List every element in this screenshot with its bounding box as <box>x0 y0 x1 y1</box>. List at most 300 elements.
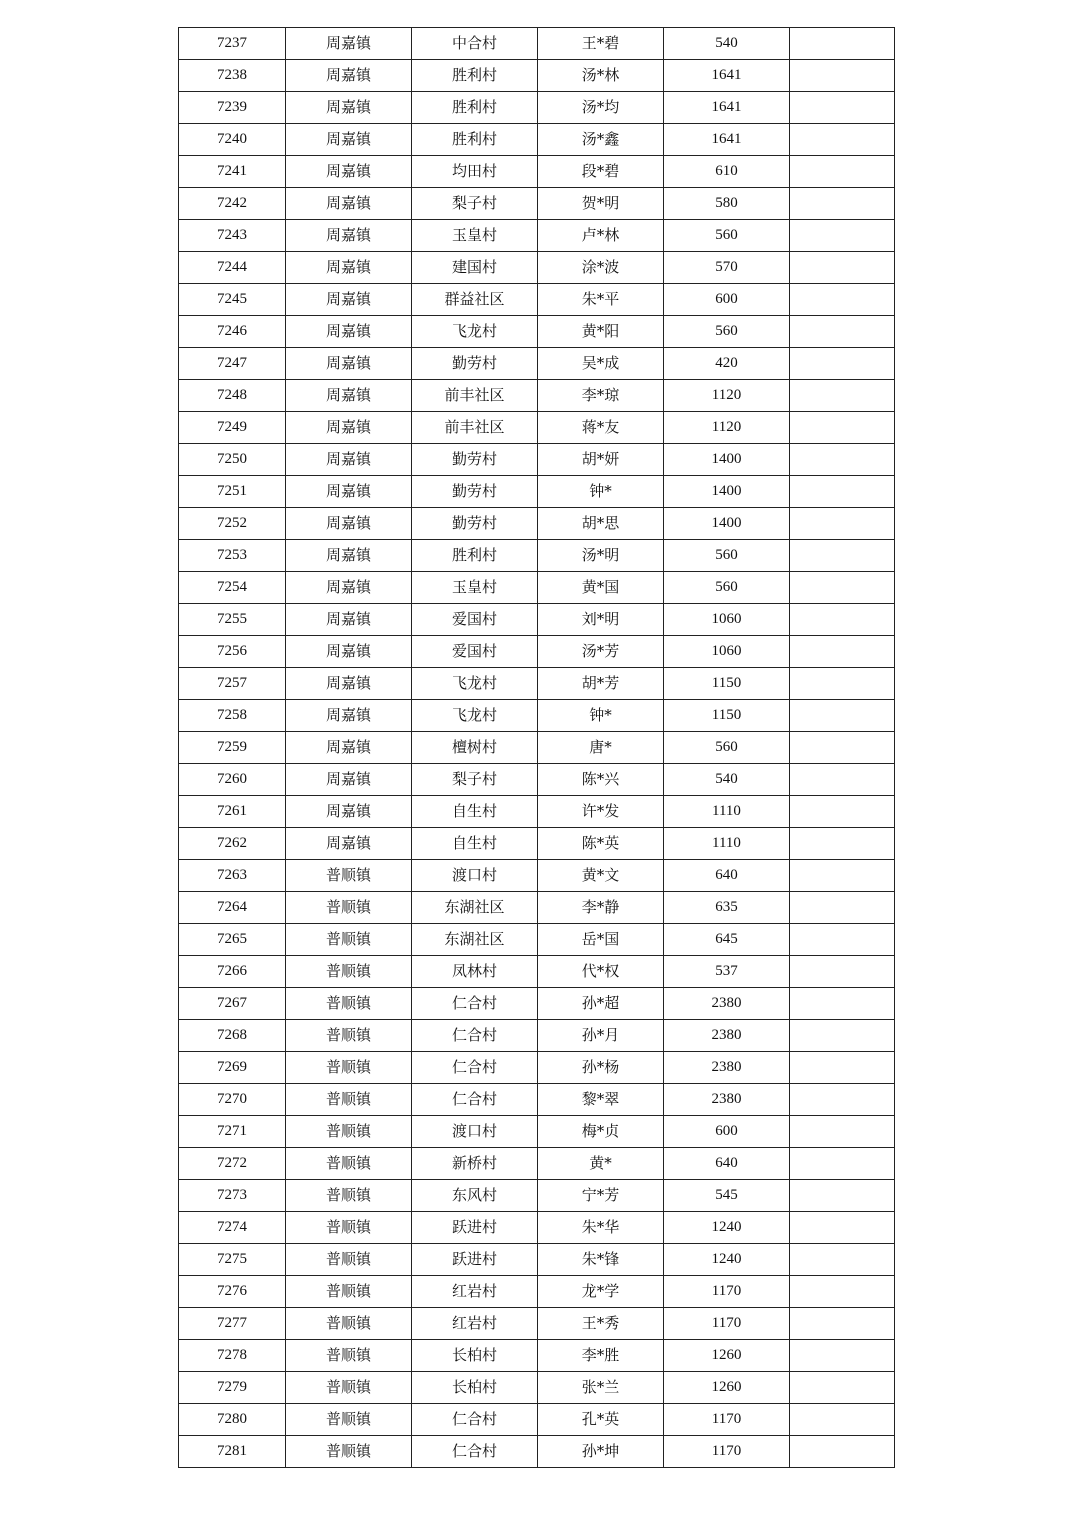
town-cell: 普顺镇 <box>286 988 412 1020</box>
town-cell: 周嘉镇 <box>286 604 412 636</box>
name-cell: 汤*芳 <box>538 636 664 668</box>
remark-cell <box>790 1180 895 1212</box>
town-cell: 普顺镇 <box>286 1180 412 1212</box>
table-row <box>179 988 895 1020</box>
town-cell: 普顺镇 <box>286 956 412 988</box>
amount-cell: 560 <box>664 732 790 764</box>
remark-cell <box>790 1436 895 1468</box>
name-cell: 孔*英 <box>538 1404 664 1436</box>
amount-cell: 1110 <box>664 828 790 860</box>
remark-cell <box>790 188 895 220</box>
serial-number-cell: 7249 <box>179 412 286 444</box>
name-cell: 刘*明 <box>538 604 664 636</box>
serial-number-cell: 7245 <box>179 284 286 316</box>
name-cell: 钟* <box>538 476 664 508</box>
village-cell: 胜利村 <box>412 60 538 92</box>
village-cell: 胜利村 <box>412 92 538 124</box>
table-row <box>179 636 895 668</box>
village-cell: 均田村 <box>412 156 538 188</box>
remark-cell <box>790 892 895 924</box>
serial-number-cell: 7240 <box>179 124 286 156</box>
amount-cell: 560 <box>664 572 790 604</box>
town-cell: 周嘉镇 <box>286 668 412 700</box>
table-row <box>179 956 895 988</box>
serial-number-cell: 7281 <box>179 1436 286 1468</box>
serial-number-cell: 7251 <box>179 476 286 508</box>
amount-cell: 1641 <box>664 124 790 156</box>
name-cell: 胡*思 <box>538 508 664 540</box>
name-cell: 张*兰 <box>538 1372 664 1404</box>
village-cell: 凤林村 <box>412 956 538 988</box>
name-cell: 陈*英 <box>538 828 664 860</box>
town-cell: 周嘉镇 <box>286 508 412 540</box>
town-cell: 普顺镇 <box>286 1212 412 1244</box>
remark-cell <box>790 1020 895 1052</box>
amount-cell: 570 <box>664 252 790 284</box>
name-cell: 钟* <box>538 700 664 732</box>
serial-number-cell: 7261 <box>179 796 286 828</box>
town-cell: 周嘉镇 <box>286 700 412 732</box>
table-row <box>179 1020 895 1052</box>
table-row <box>179 476 895 508</box>
serial-number-cell: 7244 <box>179 252 286 284</box>
village-cell: 中合村 <box>412 28 538 60</box>
town-cell: 周嘉镇 <box>286 92 412 124</box>
town-cell: 周嘉镇 <box>286 412 412 444</box>
serial-number-cell: 7272 <box>179 1148 286 1180</box>
village-cell: 自生村 <box>412 828 538 860</box>
amount-cell: 560 <box>664 540 790 572</box>
village-cell: 群益社区 <box>412 284 538 316</box>
remark-cell <box>790 988 895 1020</box>
village-cell: 梨子村 <box>412 764 538 796</box>
name-cell: 唐* <box>538 732 664 764</box>
remark-cell <box>790 380 895 412</box>
remark-cell <box>790 668 895 700</box>
amount-cell: 1240 <box>664 1212 790 1244</box>
town-cell: 周嘉镇 <box>286 476 412 508</box>
remark-cell <box>790 1212 895 1244</box>
table-row <box>179 732 895 764</box>
village-cell: 胜利村 <box>412 540 538 572</box>
serial-number-cell: 7259 <box>179 732 286 764</box>
table-row <box>179 316 895 348</box>
village-cell: 飞龙村 <box>412 700 538 732</box>
remark-cell <box>790 1276 895 1308</box>
serial-number-cell: 7257 <box>179 668 286 700</box>
name-cell: 岳*国 <box>538 924 664 956</box>
amount-cell: 1400 <box>664 508 790 540</box>
name-cell: 梅*贞 <box>538 1116 664 1148</box>
table-row <box>179 1436 895 1468</box>
name-cell: 汤*明 <box>538 540 664 572</box>
name-cell: 胡*妍 <box>538 444 664 476</box>
amount-cell: 1170 <box>664 1436 790 1468</box>
name-cell: 卢*林 <box>538 220 664 252</box>
town-cell: 周嘉镇 <box>286 764 412 796</box>
town-cell: 普顺镇 <box>286 1052 412 1084</box>
remark-cell <box>790 1084 895 1116</box>
name-cell: 王*秀 <box>538 1308 664 1340</box>
amount-cell: 1060 <box>664 636 790 668</box>
remark-cell <box>790 1308 895 1340</box>
name-cell: 宁*芳 <box>538 1180 664 1212</box>
table-row <box>179 92 895 124</box>
amount-cell: 560 <box>664 220 790 252</box>
town-cell: 周嘉镇 <box>286 348 412 380</box>
table-row <box>179 796 895 828</box>
town-cell: 周嘉镇 <box>286 124 412 156</box>
serial-number-cell: 7255 <box>179 604 286 636</box>
document-page <box>178 27 894 1468</box>
table-row <box>179 60 895 92</box>
serial-number-cell: 7280 <box>179 1404 286 1436</box>
village-cell: 梨子村 <box>412 188 538 220</box>
village-cell: 玉皇村 <box>412 220 538 252</box>
town-cell: 周嘉镇 <box>286 220 412 252</box>
name-cell: 贺*明 <box>538 188 664 220</box>
table-row <box>179 156 895 188</box>
amount-cell: 640 <box>664 860 790 892</box>
table-row <box>179 1116 895 1148</box>
table-row <box>179 860 895 892</box>
name-cell: 吴*成 <box>538 348 664 380</box>
table-row <box>179 1340 895 1372</box>
town-cell: 周嘉镇 <box>286 252 412 284</box>
town-cell: 周嘉镇 <box>286 828 412 860</box>
village-cell: 前丰社区 <box>412 412 538 444</box>
remark-cell <box>790 828 895 860</box>
table-row <box>179 284 895 316</box>
name-cell: 李*胜 <box>538 1340 664 1372</box>
serial-number-cell: 7262 <box>179 828 286 860</box>
table-row <box>179 28 895 60</box>
village-cell: 东湖社区 <box>412 924 538 956</box>
village-cell: 勤劳村 <box>412 476 538 508</box>
amount-cell: 2380 <box>664 1052 790 1084</box>
amount-cell: 1400 <box>664 476 790 508</box>
amount-cell: 545 <box>664 1180 790 1212</box>
amount-cell: 600 <box>664 1116 790 1148</box>
amount-cell: 1150 <box>664 700 790 732</box>
name-cell: 段*碧 <box>538 156 664 188</box>
table-row <box>179 412 895 444</box>
remark-cell <box>790 316 895 348</box>
town-cell: 普顺镇 <box>286 1340 412 1372</box>
amount-cell: 1170 <box>664 1308 790 1340</box>
village-cell: 胜利村 <box>412 124 538 156</box>
village-cell: 勤劳村 <box>412 348 538 380</box>
name-cell: 陈*兴 <box>538 764 664 796</box>
village-cell: 渡口村 <box>412 1116 538 1148</box>
amount-cell: 1400 <box>664 444 790 476</box>
serial-number-cell: 7258 <box>179 700 286 732</box>
amount-cell: 1260 <box>664 1340 790 1372</box>
village-cell: 新桥村 <box>412 1148 538 1180</box>
serial-number-cell: 7237 <box>179 28 286 60</box>
serial-number-cell: 7279 <box>179 1372 286 1404</box>
town-cell: 普顺镇 <box>286 860 412 892</box>
town-cell: 周嘉镇 <box>286 316 412 348</box>
table-row <box>179 124 895 156</box>
amount-cell: 2380 <box>664 1020 790 1052</box>
name-cell: 汤*林 <box>538 60 664 92</box>
table-row <box>179 348 895 380</box>
town-cell: 普顺镇 <box>286 1276 412 1308</box>
amount-cell: 1110 <box>664 796 790 828</box>
serial-number-cell: 7239 <box>179 92 286 124</box>
table-row <box>179 1052 895 1084</box>
serial-number-cell: 7276 <box>179 1276 286 1308</box>
serial-number-cell: 7274 <box>179 1212 286 1244</box>
name-cell: 黄*阳 <box>538 316 664 348</box>
amount-cell: 1060 <box>664 604 790 636</box>
remark-cell <box>790 508 895 540</box>
remark-cell <box>790 60 895 92</box>
amount-cell: 600 <box>664 284 790 316</box>
name-cell: 胡*芳 <box>538 668 664 700</box>
serial-number-cell: 7266 <box>179 956 286 988</box>
table-row <box>179 380 895 412</box>
village-cell: 飞龙村 <box>412 316 538 348</box>
serial-number-cell: 7264 <box>179 892 286 924</box>
village-cell: 跃进村 <box>412 1244 538 1276</box>
town-cell: 周嘉镇 <box>286 284 412 316</box>
town-cell: 周嘉镇 <box>286 156 412 188</box>
amount-cell: 1240 <box>664 1244 790 1276</box>
name-cell: 黎*翠 <box>538 1084 664 1116</box>
village-cell: 爱国村 <box>412 636 538 668</box>
town-cell: 普顺镇 <box>286 1308 412 1340</box>
town-cell: 普顺镇 <box>286 924 412 956</box>
table-row <box>179 1308 895 1340</box>
remark-cell <box>790 924 895 956</box>
serial-number-cell: 7238 <box>179 60 286 92</box>
table-row <box>179 892 895 924</box>
town-cell: 普顺镇 <box>286 1436 412 1468</box>
serial-number-cell: 7273 <box>179 1180 286 1212</box>
name-cell: 涂*波 <box>538 252 664 284</box>
serial-number-cell: 7270 <box>179 1084 286 1116</box>
remark-cell <box>790 1116 895 1148</box>
remark-cell <box>790 348 895 380</box>
village-cell: 勤劳村 <box>412 444 538 476</box>
village-cell: 建国村 <box>412 252 538 284</box>
remark-cell <box>790 636 895 668</box>
village-cell: 长柏村 <box>412 1372 538 1404</box>
table-row <box>179 764 895 796</box>
remark-cell <box>790 764 895 796</box>
amount-cell: 420 <box>664 348 790 380</box>
serial-number-cell: 7250 <box>179 444 286 476</box>
table-row <box>179 188 895 220</box>
name-cell: 李*琼 <box>538 380 664 412</box>
remark-cell <box>790 1244 895 1276</box>
amount-cell: 1641 <box>664 92 790 124</box>
amount-cell: 645 <box>664 924 790 956</box>
remark-cell <box>790 476 895 508</box>
remark-cell <box>790 444 895 476</box>
table-row <box>179 828 895 860</box>
remark-cell <box>790 860 895 892</box>
table-row <box>179 572 895 604</box>
remark-cell <box>790 284 895 316</box>
village-cell: 跃进村 <box>412 1212 538 1244</box>
table-row <box>179 924 895 956</box>
name-cell: 黄*国 <box>538 572 664 604</box>
table-row <box>179 1372 895 1404</box>
serial-number-cell: 7256 <box>179 636 286 668</box>
remark-cell <box>790 1372 895 1404</box>
table-row <box>179 1148 895 1180</box>
village-cell: 勤劳村 <box>412 508 538 540</box>
village-cell: 爱国村 <box>412 604 538 636</box>
table-row <box>179 1244 895 1276</box>
table-body <box>179 28 895 1468</box>
name-cell: 孙*超 <box>538 988 664 1020</box>
town-cell: 普顺镇 <box>286 1372 412 1404</box>
table-row <box>179 220 895 252</box>
remark-cell <box>790 604 895 636</box>
serial-number-cell: 7271 <box>179 1116 286 1148</box>
table-row <box>179 668 895 700</box>
remark-cell <box>790 1404 895 1436</box>
town-cell: 普顺镇 <box>286 1244 412 1276</box>
serial-number-cell: 7247 <box>179 348 286 380</box>
village-cell: 渡口村 <box>412 860 538 892</box>
remark-cell <box>790 252 895 284</box>
village-cell: 仁合村 <box>412 1052 538 1084</box>
remark-cell <box>790 732 895 764</box>
name-cell: 汤*均 <box>538 92 664 124</box>
serial-number-cell: 7275 <box>179 1244 286 1276</box>
table-row <box>179 540 895 572</box>
village-cell: 红岩村 <box>412 1308 538 1340</box>
name-cell: 许*发 <box>538 796 664 828</box>
remark-cell <box>790 540 895 572</box>
village-cell: 仁合村 <box>412 1436 538 1468</box>
table-row <box>179 252 895 284</box>
name-cell: 孙*月 <box>538 1020 664 1052</box>
remark-cell <box>790 1148 895 1180</box>
serial-number-cell: 7242 <box>179 188 286 220</box>
remark-cell <box>790 412 895 444</box>
town-cell: 普顺镇 <box>286 1404 412 1436</box>
village-cell: 东风村 <box>412 1180 538 1212</box>
serial-number-cell: 7252 <box>179 508 286 540</box>
name-cell: 龙*学 <box>538 1276 664 1308</box>
serial-number-cell: 7265 <box>179 924 286 956</box>
remark-cell <box>790 796 895 828</box>
town-cell: 周嘉镇 <box>286 796 412 828</box>
village-cell: 仁合村 <box>412 988 538 1020</box>
name-cell: 蒋*友 <box>538 412 664 444</box>
remark-cell <box>790 956 895 988</box>
table-row <box>179 1276 895 1308</box>
town-cell: 普顺镇 <box>286 892 412 924</box>
town-cell: 周嘉镇 <box>286 188 412 220</box>
remark-cell <box>790 28 895 60</box>
serial-number-cell: 7241 <box>179 156 286 188</box>
amount-cell: 1260 <box>664 1372 790 1404</box>
remark-cell <box>790 220 895 252</box>
name-cell: 孙*杨 <box>538 1052 664 1084</box>
remark-cell <box>790 156 895 188</box>
remark-cell <box>790 1052 895 1084</box>
village-cell: 长柏村 <box>412 1340 538 1372</box>
town-cell: 周嘉镇 <box>286 28 412 60</box>
serial-number-cell: 7248 <box>179 380 286 412</box>
serial-number-cell: 7263 <box>179 860 286 892</box>
town-cell: 普顺镇 <box>286 1084 412 1116</box>
serial-number-cell: 7254 <box>179 572 286 604</box>
remark-cell <box>790 572 895 604</box>
amount-cell: 1120 <box>664 412 790 444</box>
town-cell: 普顺镇 <box>286 1116 412 1148</box>
remark-cell <box>790 124 895 156</box>
town-cell: 周嘉镇 <box>286 380 412 412</box>
amount-cell: 560 <box>664 316 790 348</box>
table-row <box>179 1212 895 1244</box>
village-cell: 红岩村 <box>412 1276 538 1308</box>
village-cell: 飞龙村 <box>412 668 538 700</box>
name-cell: 黄*文 <box>538 860 664 892</box>
village-cell: 玉皇村 <box>412 572 538 604</box>
name-cell: 朱*锋 <box>538 1244 664 1276</box>
name-cell: 代*权 <box>538 956 664 988</box>
data-table <box>178 27 895 1468</box>
name-cell: 李*静 <box>538 892 664 924</box>
amount-cell: 635 <box>664 892 790 924</box>
amount-cell: 540 <box>664 28 790 60</box>
town-cell: 周嘉镇 <box>286 60 412 92</box>
town-cell: 周嘉镇 <box>286 636 412 668</box>
name-cell: 孙*坤 <box>538 1436 664 1468</box>
amount-cell: 1120 <box>664 380 790 412</box>
town-cell: 周嘉镇 <box>286 444 412 476</box>
town-cell: 周嘉镇 <box>286 732 412 764</box>
village-cell: 檀树村 <box>412 732 538 764</box>
serial-number-cell: 7246 <box>179 316 286 348</box>
amount-cell: 610 <box>664 156 790 188</box>
name-cell: 朱*平 <box>538 284 664 316</box>
table-row <box>179 604 895 636</box>
table-row <box>179 444 895 476</box>
town-cell: 普顺镇 <box>286 1020 412 1052</box>
village-cell: 自生村 <box>412 796 538 828</box>
amount-cell: 537 <box>664 956 790 988</box>
town-cell: 普顺镇 <box>286 1148 412 1180</box>
name-cell: 王*碧 <box>538 28 664 60</box>
serial-number-cell: 7278 <box>179 1340 286 1372</box>
amount-cell: 2380 <box>664 988 790 1020</box>
amount-cell: 2380 <box>664 1084 790 1116</box>
table-row <box>179 508 895 540</box>
amount-cell: 580 <box>664 188 790 220</box>
serial-number-cell: 7253 <box>179 540 286 572</box>
village-cell: 前丰社区 <box>412 380 538 412</box>
town-cell: 周嘉镇 <box>286 540 412 572</box>
amount-cell: 540 <box>664 764 790 796</box>
amount-cell: 1150 <box>664 668 790 700</box>
table-row <box>179 1180 895 1212</box>
remark-cell <box>790 92 895 124</box>
remark-cell <box>790 1340 895 1372</box>
amount-cell: 1170 <box>664 1276 790 1308</box>
serial-number-cell: 7267 <box>179 988 286 1020</box>
amount-cell: 640 <box>664 1148 790 1180</box>
serial-number-cell: 7268 <box>179 1020 286 1052</box>
